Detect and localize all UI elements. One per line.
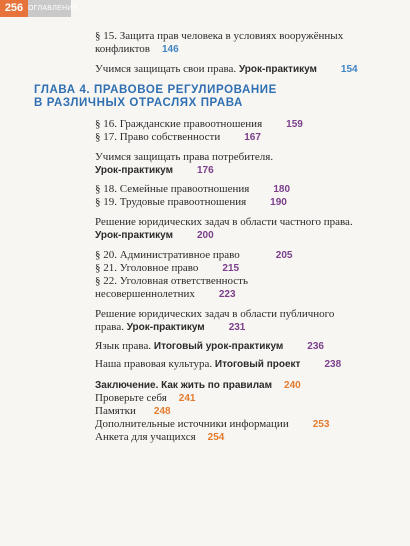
toc-entry-practicum4-line2	[95, 321, 245, 334]
toc-page-number[interactable]: 205	[275, 250, 293, 261]
toc-page-number[interactable]: 154	[340, 64, 358, 75]
toc-page-number[interactable]: 176	[196, 165, 214, 176]
toc-entry-bold: Урок-практикум	[95, 165, 173, 176]
toc-page-number[interactable]: 240	[284, 380, 301, 391]
toc-entry-text: Язык права.	[95, 340, 154, 352]
toc-entry-check	[95, 392, 195, 405]
toc-entry-text: § 20. Административное право	[95, 249, 240, 261]
toc-entry-practicum3-line1: Решение юридических задач в области частного права.	[95, 216, 353, 228]
toc-entry-final-practicum	[95, 340, 324, 353]
toc-page-number[interactable]: 159	[286, 119, 303, 130]
page-number: 256	[0, 0, 28, 17]
toc-entry-p16	[95, 118, 303, 131]
toc-entry-p17	[95, 131, 261, 144]
toc-entry-p19	[95, 196, 287, 209]
toc-entry-text: несовершеннолетних	[95, 288, 195, 300]
toc-entry-p18	[95, 183, 290, 196]
toc-entry-bold: Урок-практикум	[126, 322, 205, 333]
toc-entry-practicum3-line2	[95, 229, 214, 242]
toc-entry-memos	[95, 405, 171, 418]
toc-entry-final-project	[95, 358, 341, 371]
section-label: ОГЛАВЛЕНИЕ	[28, 0, 71, 17]
toc-entry-p22-line1: § 22. Уголовная ответственность	[95, 275, 248, 287]
toc-page-number[interactable]: 190	[270, 197, 287, 208]
toc-entry-practicum4-line1: Решение юридических задач в области публичного	[95, 308, 335, 320]
chapter-4-title-line2: В РАЗЛИЧНЫХ ОТРАСЛЯХ ПРАВА	[34, 97, 243, 109]
toc-entry-text: § 21. Уголовное право	[95, 262, 199, 274]
toc-entry-text: § 19. Трудовые правоотношения	[95, 196, 247, 208]
toc-page-number[interactable]: 215	[222, 263, 240, 274]
toc-entry-text: § 18. Семейные правоотношения	[95, 183, 250, 195]
toc-entry-p15-text: конфликтов	[95, 43, 150, 55]
toc-entry-practicum2-line1: Учимся защищать права потребителя.	[95, 151, 274, 163]
toc-page-number[interactable]: 241	[178, 393, 196, 404]
toc-entry-p20	[95, 249, 292, 262]
toc-entry-sources	[95, 418, 329, 431]
chapter-4-title-line1: ГЛАВА 4. ПРАВОВОЕ РЕГУЛИРОВАНИЕ	[34, 84, 277, 96]
toc-entry-bold: Итоговый проект	[214, 359, 301, 370]
toc-entry-bold: Заключение. Как жить по правилам	[95, 380, 273, 391]
toc-page-number[interactable]: 180	[273, 184, 291, 195]
toc-page-number[interactable]: 200	[196, 230, 214, 241]
toc-entry-text: § 16. Гражданские правоотношения	[95, 118, 263, 130]
toc-page-number[interactable]: 223	[218, 289, 236, 300]
toc-entry-survey	[95, 431, 224, 444]
toc-entry-text: Проверьте себя	[95, 392, 167, 404]
toc-page-number[interactable]: 238	[324, 359, 342, 370]
toc-page-number[interactable]: 253	[312, 419, 330, 430]
toc-entry-bold: Урок-практикум	[238, 64, 317, 75]
toc-page-number[interactable]: 254	[207, 432, 225, 443]
toc-entry-bold: Урок-практикум	[95, 230, 173, 241]
toc-entry-text: Наша правовая культура.	[95, 358, 215, 370]
toc-entry-p22-line2	[95, 288, 236, 301]
toc-entry-p15-line1: § 15. Защита прав человека в условиях вооружённых	[95, 30, 344, 42]
toc-entry-text: Анкета для учащихся	[95, 431, 196, 443]
toc-page-number[interactable]: 231	[228, 322, 246, 333]
toc-entry-text: Учимся защищать свои права.	[95, 63, 239, 75]
toc-entry-bold: Итоговый урок-практикум	[153, 341, 284, 352]
toc-page-number[interactable]: 167	[244, 132, 261, 143]
toc-entry-text: § 17. Право собственности	[95, 131, 221, 143]
toc-entry-practicum1	[95, 63, 358, 76]
toc-page-number[interactable]: 248	[153, 406, 171, 417]
toc-page-number[interactable]: 146	[161, 44, 179, 55]
toc-entry-practicum2-line2	[95, 164, 214, 177]
toc-entry-text: права.	[95, 321, 127, 333]
toc-entry-p21	[95, 262, 239, 275]
toc-entry-conclusion	[95, 379, 301, 392]
toc-page-number[interactable]: 236	[307, 341, 324, 352]
toc-entry-p15-line2	[95, 43, 179, 56]
toc-entry-text: Памятки	[95, 405, 136, 417]
toc-entry-text: Дополнительные источники информации	[95, 418, 289, 430]
